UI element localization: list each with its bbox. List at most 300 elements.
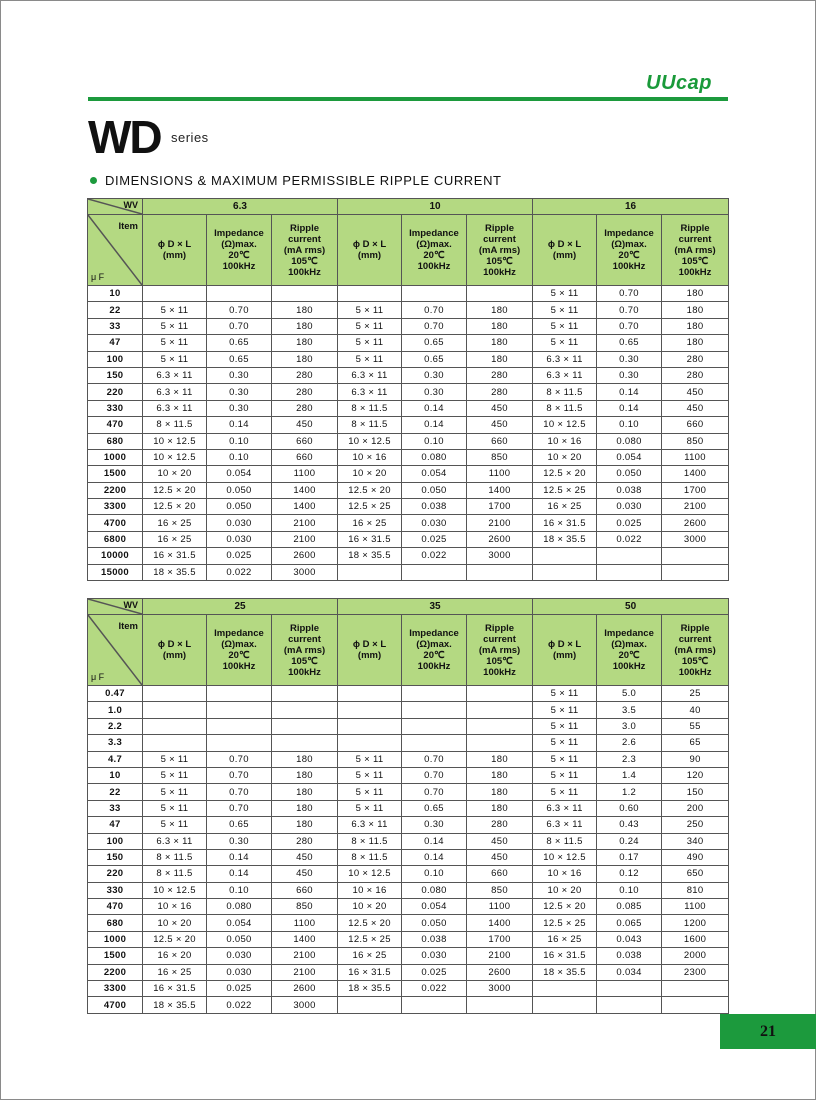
ripple-cell: 1400 [272, 482, 338, 498]
impedance-cell: 1.4 [597, 767, 662, 783]
size-cell [533, 981, 597, 997]
ripple-cell: 850 [467, 882, 533, 898]
size-cell: 8 × 11.5 [338, 833, 402, 849]
ripple-cell: 1100 [467, 466, 533, 482]
impedance-cell: 0.030 [207, 515, 272, 531]
impedance-cell: 0.17 [597, 849, 662, 865]
impedance-cell: 0.025 [402, 531, 467, 547]
impedance-cell: 0.030 [402, 948, 467, 964]
ripple-cell: 1100 [272, 466, 338, 482]
impedance-cell: 0.025 [207, 548, 272, 564]
ripple-cell: 660 [467, 433, 533, 449]
capacitance-cell: 6800 [88, 531, 143, 547]
capacitance-cell: 47 [88, 817, 143, 833]
capacitance-cell: 1500 [88, 948, 143, 964]
ripple-cell: 280 [272, 400, 338, 416]
ripple-cell: 250 [662, 817, 729, 833]
item-label: Item [118, 621, 138, 632]
capacitance-cell: 150 [88, 367, 143, 383]
header-rule [88, 97, 728, 101]
size-cell [143, 718, 207, 734]
ripple-cell: 120 [662, 767, 729, 783]
table-row [88, 335, 729, 351]
size-cell: 5 × 11 [533, 784, 597, 800]
impedance-cell [207, 735, 272, 751]
capacitance-cell: 470 [88, 899, 143, 915]
impedance-header: Impedance (Ω)max. 20℃ 100kHz [207, 615, 272, 686]
size-cell: 10 × 20 [338, 466, 402, 482]
spec-table-1 [87, 198, 729, 581]
impedance-cell: 2.3 [597, 751, 662, 767]
series-title: WD [88, 111, 161, 163]
impedance-cell: 0.43 [597, 817, 662, 833]
size-cell: 5 × 11 [143, 800, 207, 816]
wv-corner-cell [88, 599, 143, 615]
impedance-cell: 0.14 [597, 400, 662, 416]
ripple-cell: 1600 [662, 931, 729, 947]
ripple-cell: 1400 [272, 499, 338, 515]
ripple-cell: 450 [467, 849, 533, 865]
size-cell [338, 735, 402, 751]
impedance-cell: 0.24 [597, 833, 662, 849]
impedance-cell: 0.038 [402, 931, 467, 947]
item-corner-cell [88, 215, 143, 286]
size-cell: 12.5 × 25 [533, 482, 597, 498]
table-row [88, 718, 729, 734]
ripple-cell: 450 [272, 866, 338, 882]
table-row [88, 751, 729, 767]
impedance-header: Impedance (Ω)max. 20℃ 100kHz [597, 215, 662, 286]
ripple-cell: 450 [272, 849, 338, 865]
capacitance-cell: 33 [88, 318, 143, 334]
impedance-cell: 0.14 [402, 400, 467, 416]
impedance-cell: 0.14 [597, 384, 662, 400]
capacitance-cell: 2200 [88, 964, 143, 980]
impedance-cell: 0.038 [402, 499, 467, 515]
impedance-cell: 0.10 [207, 449, 272, 465]
size-cell: 10 × 16 [533, 433, 597, 449]
impedance-cell [597, 997, 662, 1013]
size-cell: 18 × 35.5 [533, 531, 597, 547]
impedance-cell: 1.2 [597, 784, 662, 800]
size-cell: 10 × 12.5 [338, 866, 402, 882]
impedance-cell: 0.050 [597, 466, 662, 482]
size-cell: 10 × 20 [533, 882, 597, 898]
capacitance-cell: 2.2 [88, 718, 143, 734]
size-cell: 12.5 × 20 [143, 482, 207, 498]
impedance-cell [207, 286, 272, 302]
size-cell: 10 × 12.5 [533, 417, 597, 433]
capacitance-cell: 1000 [88, 931, 143, 947]
size-cell: 16 × 31.5 [533, 948, 597, 964]
ripple-cell: 180 [467, 335, 533, 351]
size-cell [533, 564, 597, 580]
impedance-cell [597, 548, 662, 564]
ripple-cell: 280 [467, 384, 533, 400]
size-cell: 6.3 × 11 [338, 384, 402, 400]
table-row [88, 882, 729, 898]
size-cell: 10 × 20 [533, 449, 597, 465]
impedance-cell: 3.5 [597, 702, 662, 718]
ripple-cell: 450 [662, 384, 729, 400]
size-cell: 8 × 11.5 [143, 849, 207, 865]
table-row [88, 800, 729, 816]
size-cell [338, 997, 402, 1013]
impedance-cell: 2.6 [597, 735, 662, 751]
impedance-cell: 0.70 [402, 751, 467, 767]
capacitance-cell: 2200 [88, 482, 143, 498]
size-cell: 6.3 × 11 [533, 800, 597, 816]
ripple-cell: 180 [662, 302, 729, 318]
ripple-cell: 340 [662, 833, 729, 849]
impedance-cell [597, 981, 662, 997]
impedance-cell: 0.025 [207, 981, 272, 997]
size-cell: 8 × 11.5 [338, 400, 402, 416]
size-cell: 16 × 25 [338, 948, 402, 964]
impedance-cell: 0.054 [207, 466, 272, 482]
ripple-cell: 180 [272, 302, 338, 318]
size-cell: 5 × 11 [338, 800, 402, 816]
spec-table-2 [87, 598, 729, 1014]
size-cell: 12.5 × 20 [338, 482, 402, 498]
ripple-cell: 2100 [272, 515, 338, 531]
ripple-cell: 450 [272, 417, 338, 433]
impedance-cell: 0.65 [207, 817, 272, 833]
voltage-header: 10 [338, 199, 533, 215]
ripple-cell: 280 [272, 384, 338, 400]
size-cell: 8 × 11.5 [143, 417, 207, 433]
ripple-cell: 280 [662, 351, 729, 367]
ripple-cell: 1700 [467, 931, 533, 947]
size-cell: 6.3 × 11 [533, 367, 597, 383]
table-row [88, 915, 729, 931]
impedance-cell: 0.054 [402, 899, 467, 915]
impedance-cell: 0.038 [597, 482, 662, 498]
impedance-cell: 0.70 [207, 767, 272, 783]
size-cell: 8 × 11.5 [338, 849, 402, 865]
capacitance-cell: 470 [88, 417, 143, 433]
impedance-cell: 0.022 [402, 548, 467, 564]
size-cell: 6.3 × 11 [143, 400, 207, 416]
size-cell: 5 × 11 [533, 702, 597, 718]
size-cell: 5 × 11 [338, 351, 402, 367]
series-suffix: series [171, 130, 209, 145]
ripple-cell: 180 [467, 784, 533, 800]
impedance-cell: 0.70 [207, 318, 272, 334]
ripple-cell: 180 [467, 767, 533, 783]
impedance-cell [207, 702, 272, 718]
size-cell: 12.5 × 25 [338, 499, 402, 515]
ripple-header: Ripple current (mA rms) 105℃ 100kHz [467, 215, 533, 286]
impedance-cell: 0.30 [597, 351, 662, 367]
table-row [88, 351, 729, 367]
size-cell: 8 × 11.5 [338, 417, 402, 433]
impedance-cell: 5.0 [597, 686, 662, 702]
size-cell: 6.3 × 11 [143, 833, 207, 849]
impedance-cell: 0.14 [402, 417, 467, 433]
section-title: DIMENSIONS & MAXIMUM PERMISSIBLE RIPPLE CURRENT [105, 173, 502, 188]
impedance-cell: 0.025 [597, 515, 662, 531]
capacitance-cell: 10 [88, 286, 143, 302]
table-row [88, 384, 729, 400]
capacitance-cell: 3300 [88, 499, 143, 515]
ripple-cell: 2600 [467, 531, 533, 547]
impedance-cell [207, 686, 272, 702]
size-cell: 5 × 11 [338, 767, 402, 783]
table-row [88, 981, 729, 997]
impedance-cell: 0.030 [207, 964, 272, 980]
impedance-cell: 0.70 [402, 767, 467, 783]
size-cell: 10 × 16 [338, 882, 402, 898]
capacitance-cell: 3300 [88, 981, 143, 997]
impedance-header: Impedance (Ω)max. 20℃ 100kHz [597, 615, 662, 686]
ripple-cell: 40 [662, 702, 729, 718]
bullet-icon [90, 177, 97, 184]
impedance-cell: 0.030 [597, 499, 662, 515]
table-row [88, 964, 729, 980]
size-cell [143, 735, 207, 751]
impedance-cell: 0.10 [402, 433, 467, 449]
ripple-cell: 850 [662, 433, 729, 449]
impedance-cell: 0.30 [207, 400, 272, 416]
ripple-cell: 850 [467, 449, 533, 465]
size-cell: 5 × 11 [533, 335, 597, 351]
impedance-cell: 0.050 [402, 482, 467, 498]
ripple-cell: 660 [272, 449, 338, 465]
impedance-cell: 0.65 [402, 351, 467, 367]
ripple-cell: 280 [662, 367, 729, 383]
capacitance-cell: 33 [88, 800, 143, 816]
impedance-cell [597, 564, 662, 580]
impedance-cell: 0.14 [207, 849, 272, 865]
ripple-cell: 1100 [467, 899, 533, 915]
size-cell: 10 × 16 [143, 899, 207, 915]
ripple-cell [662, 548, 729, 564]
capacitance-cell: 22 [88, 302, 143, 318]
voltage-header: 35 [338, 599, 533, 615]
ripple-cell: 65 [662, 735, 729, 751]
wv-corner-cell [88, 199, 143, 215]
impedance-cell: 0.054 [597, 449, 662, 465]
size-cell: 5 × 11 [533, 686, 597, 702]
ripple-cell: 180 [662, 335, 729, 351]
impedance-cell: 0.70 [402, 318, 467, 334]
ripple-cell: 180 [272, 767, 338, 783]
size-cell: 8 × 11.5 [533, 833, 597, 849]
size-cell: 5 × 11 [533, 718, 597, 734]
capacitance-cell: 680 [88, 433, 143, 449]
ripple-cell: 150 [662, 784, 729, 800]
impedance-cell: 0.054 [402, 466, 467, 482]
ripple-cell [272, 735, 338, 751]
capacitance-cell: 4700 [88, 997, 143, 1013]
ripple-cell: 1200 [662, 915, 729, 931]
impedance-cell: 0.30 [402, 817, 467, 833]
impedance-cell: 0.30 [207, 833, 272, 849]
size-cell: 16 × 25 [338, 515, 402, 531]
impedance-cell: 0.14 [402, 833, 467, 849]
capacitance-cell: 680 [88, 915, 143, 931]
voltage-header: 6.3 [143, 199, 338, 215]
size-cell: 18 × 35.5 [338, 981, 402, 997]
section-heading [90, 173, 502, 188]
ripple-header: Ripple current (mA rms) 105℃ 100kHz [272, 215, 338, 286]
size-cell: 12.5 × 20 [143, 931, 207, 947]
impedance-cell: 0.70 [402, 302, 467, 318]
impedance-cell: 0.12 [597, 866, 662, 882]
table-row [88, 784, 729, 800]
ripple-cell: 1700 [662, 482, 729, 498]
ripple-cell: 2100 [272, 531, 338, 547]
ripple-header: Ripple current (mA rms) 105℃ 100kHz [467, 615, 533, 686]
wv-label: WV [123, 600, 138, 610]
ripple-cell: 660 [272, 882, 338, 898]
table-row [88, 515, 729, 531]
capacitance-cell: 4700 [88, 515, 143, 531]
ripple-cell: 3000 [467, 981, 533, 997]
size-cell: 8 × 11.5 [533, 400, 597, 416]
size-cell [338, 286, 402, 302]
size-cell: 5 × 11 [533, 751, 597, 767]
ripple-cell [467, 702, 533, 718]
ripple-cell: 1100 [662, 899, 729, 915]
size-cell: 16 × 25 [533, 499, 597, 515]
ripple-cell: 2300 [662, 964, 729, 980]
size-cell: 6.3 × 11 [338, 367, 402, 383]
table-row [88, 367, 729, 383]
ripple-header: Ripple current (mA rms) 105℃ 100kHz [272, 615, 338, 686]
voltage-header: 16 [533, 199, 729, 215]
ripple-cell: 90 [662, 751, 729, 767]
table-row [88, 466, 729, 482]
ripple-cell: 450 [467, 833, 533, 849]
size-cell: 12.5 × 20 [143, 499, 207, 515]
ripple-cell: 660 [467, 866, 533, 882]
size-cell: 8 × 11.5 [533, 384, 597, 400]
impedance-cell: 0.030 [402, 515, 467, 531]
impedance-cell: 0.14 [402, 849, 467, 865]
capacitance-cell: 100 [88, 351, 143, 367]
ripple-cell: 2600 [272, 981, 338, 997]
uf-label: μ F [91, 672, 105, 682]
size-cell: 5 × 11 [143, 817, 207, 833]
ripple-cell [467, 997, 533, 1013]
size-cell: 5 × 11 [338, 751, 402, 767]
ripple-cell: 180 [272, 318, 338, 334]
impedance-cell: 0.080 [402, 449, 467, 465]
ripple-cell: 2100 [272, 964, 338, 980]
size-cell: 5 × 11 [143, 302, 207, 318]
impedance-header: Impedance (Ω)max. 20℃ 100kHz [207, 215, 272, 286]
ripple-cell: 2600 [272, 548, 338, 564]
impedance-cell: 0.65 [207, 335, 272, 351]
ripple-cell: 1400 [662, 466, 729, 482]
size-cell: 8 × 11.5 [143, 866, 207, 882]
capacitance-cell: 4.7 [88, 751, 143, 767]
size-cell [338, 686, 402, 702]
ripple-cell: 810 [662, 882, 729, 898]
table-row [88, 564, 729, 580]
capacitance-cell: 1500 [88, 466, 143, 482]
table-row [88, 548, 729, 564]
ripple-cell: 280 [272, 367, 338, 383]
table-row [88, 417, 729, 433]
impedance-cell: 0.030 [207, 531, 272, 547]
impedance-cell: 0.60 [597, 800, 662, 816]
ripple-cell [467, 735, 533, 751]
ripple-cell: 180 [467, 751, 533, 767]
impedance-cell [402, 686, 467, 702]
impedance-cell: 0.050 [207, 499, 272, 515]
impedance-cell: 0.065 [597, 915, 662, 931]
capacitance-cell: 330 [88, 400, 143, 416]
capacitance-cell: 10000 [88, 548, 143, 564]
impedance-cell: 0.70 [597, 318, 662, 334]
ripple-cell: 2600 [467, 964, 533, 980]
impedance-cell: 0.10 [402, 866, 467, 882]
impedance-cell [207, 718, 272, 734]
impedance-cell: 0.14 [207, 417, 272, 433]
size-cell: 10 × 20 [143, 466, 207, 482]
ripple-cell: 3000 [272, 564, 338, 580]
ripple-cell: 180 [272, 817, 338, 833]
capacitance-cell: 0.47 [88, 686, 143, 702]
table-row [88, 302, 729, 318]
size-cell [338, 702, 402, 718]
impedance-cell: 0.70 [207, 800, 272, 816]
table-row [88, 400, 729, 416]
ripple-cell: 25 [662, 686, 729, 702]
size-cell: 5 × 11 [533, 767, 597, 783]
size-cell: 10 × 16 [533, 866, 597, 882]
size-cell: 6.3 × 11 [533, 351, 597, 367]
ripple-cell: 660 [662, 417, 729, 433]
table-row [88, 686, 729, 702]
size-cell: 10 × 12.5 [143, 449, 207, 465]
impedance-cell: 0.034 [597, 964, 662, 980]
ripple-cell: 180 [467, 800, 533, 816]
impedance-cell [402, 718, 467, 734]
impedance-cell: 0.70 [207, 751, 272, 767]
table-row [88, 286, 729, 302]
table-row [88, 849, 729, 865]
impedance-cell: 0.30 [402, 367, 467, 383]
size-cell: 6.3 × 11 [338, 817, 402, 833]
size-cell: 16 × 31.5 [338, 531, 402, 547]
size-cell [143, 686, 207, 702]
table-row [88, 531, 729, 547]
table-row [88, 931, 729, 947]
table-row [88, 866, 729, 882]
ripple-cell: 180 [662, 318, 729, 334]
ripple-cell: 180 [272, 751, 338, 767]
ripple-cell: 2600 [662, 515, 729, 531]
impedance-cell: 0.10 [207, 882, 272, 898]
size-cell: 5 × 11 [143, 767, 207, 783]
size-cell: 10 × 12.5 [143, 433, 207, 449]
ripple-cell: 200 [662, 800, 729, 816]
ripple-cell: 180 [467, 302, 533, 318]
ripple-cell: 1700 [467, 499, 533, 515]
impedance-cell: 0.30 [207, 384, 272, 400]
size-cell: 5 × 11 [143, 318, 207, 334]
ripple-cell: 2100 [467, 948, 533, 964]
impedance-cell: 0.080 [402, 882, 467, 898]
impedance-cell: 0.65 [402, 335, 467, 351]
size-cell: 5 × 11 [338, 335, 402, 351]
capacitance-cell: 220 [88, 384, 143, 400]
table-row [88, 433, 729, 449]
